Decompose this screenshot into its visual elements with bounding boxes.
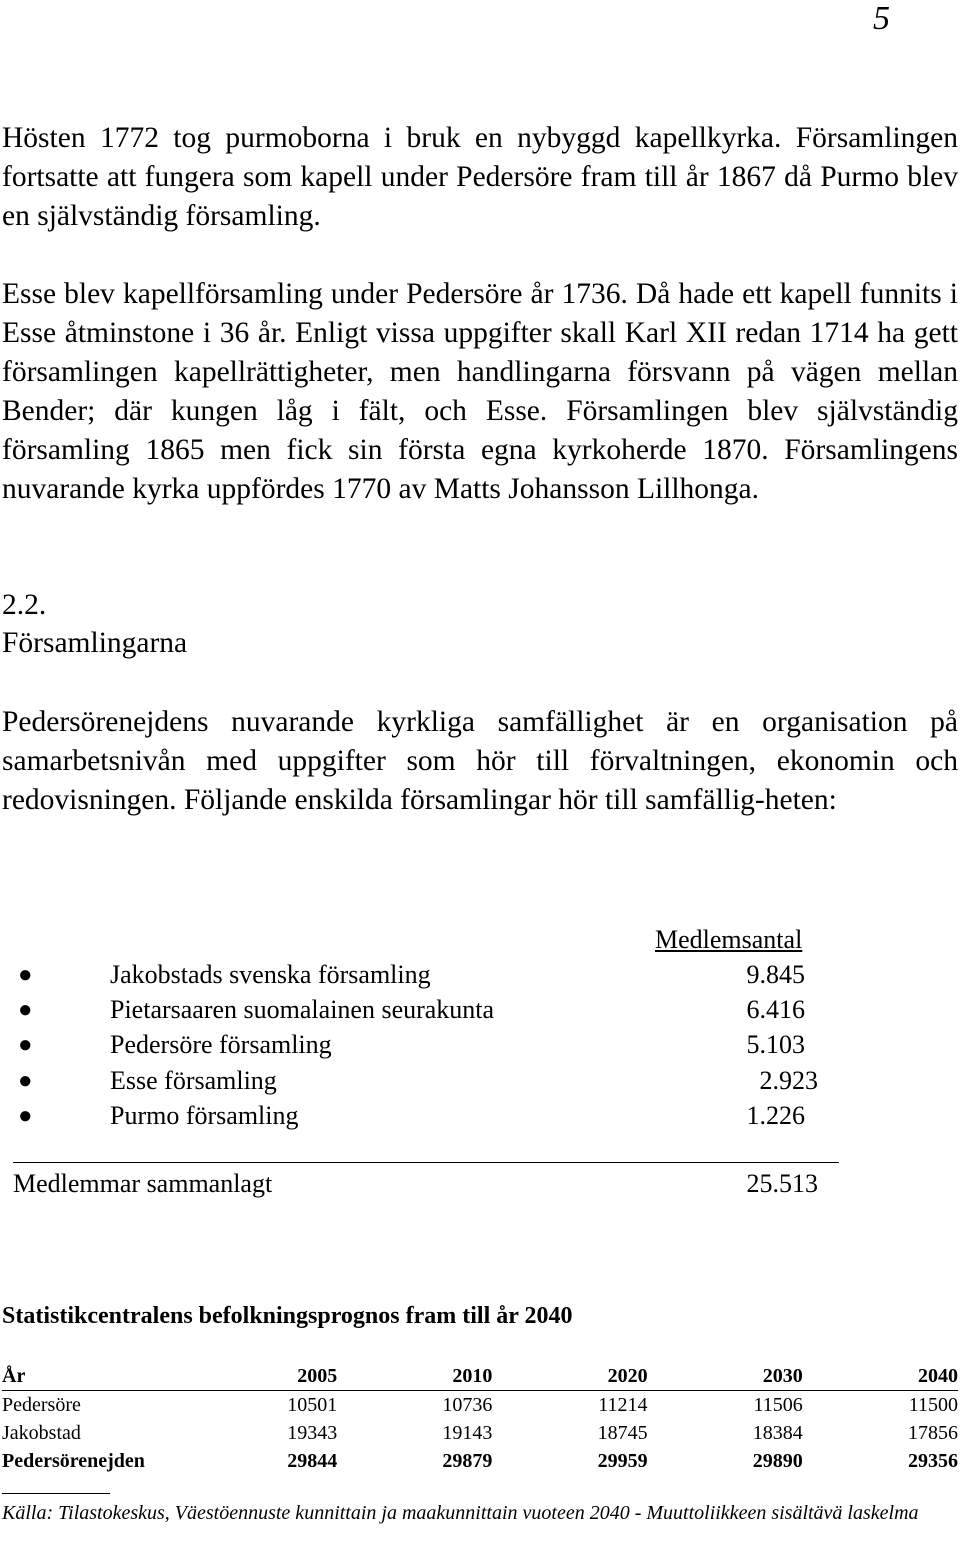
table-cell: Jakobstad: [2, 1422, 81, 1444]
bullet-icon: ●: [18, 997, 33, 1023]
parish-name: Pietarsaaren suomalainen seurakunta: [110, 995, 495, 1024]
bullet-icon: ●: [18, 1068, 33, 1094]
member-count: 1.226: [746, 1101, 805, 1130]
parish-name: Jakobstads svenska församling: [110, 960, 431, 989]
paragraph-purmo: Hösten 1772 tog purmoborna i bruk en nybyggd kapellkyrka. Församlingen fortsatte att fungera som kapell under Pedersöre fram till år 1867 då Purmo blev en självständig församling.: [2, 122, 958, 232]
column-header: 2010: [452, 1365, 493, 1387]
member-count: 2.923: [759, 1066, 818, 1095]
parish-name: Esse församling: [110, 1066, 277, 1095]
column-header: 2005: [297, 1365, 338, 1387]
member-count: 9.845: [746, 960, 805, 989]
table-cell: 17856: [908, 1422, 958, 1444]
table-cell: 29356: [908, 1450, 958, 1472]
population-forecast-table: [2, 1362, 958, 1475]
list-item: [0, 993, 960, 1027]
table-cell: Pedersörenejden: [2, 1450, 145, 1472]
page-number: 5: [873, 0, 890, 37]
table-cell: 19143: [442, 1422, 493, 1444]
table-cell: 29959: [597, 1450, 648, 1472]
table-cell: Pedersöre: [2, 1394, 81, 1416]
member-count: 6.416: [746, 995, 805, 1024]
list-item: [0, 1064, 960, 1098]
column-header: 2020: [607, 1365, 648, 1387]
section-title: Församlingarna: [2, 627, 188, 659]
paragraph-samfallighet: Pedersörenejdens nuvarande kyrkliga samfällighet är en organisation på samarbetsnivån med uppgifter som hör till förvaltningen, ekonomin och redovisningen. Följande enskilda församlingar hör till samfällig-heten:: [2, 706, 958, 816]
list-item: [0, 1028, 960, 1062]
table-cell: 11500: [908, 1394, 958, 1416]
list-item: [0, 1099, 960, 1133]
table-cell: 29844: [287, 1450, 338, 1472]
table-cell: 18384: [752, 1422, 803, 1444]
table-header-row: [2, 1362, 958, 1391]
table-cell: 18745: [597, 1422, 648, 1444]
bullet-icon: ●: [18, 962, 33, 988]
footnote-divider: [2, 1493, 110, 1494]
bullet-icon: ●: [18, 1032, 33, 1058]
paragraph-esse: Esse blev kapellförsamling under Pedersöre år 1736. Då hade ett kapell funnits i Esse åtminstone i 36 år. Enligt vissa uppgifter skall Karl XII redan 1714 ha gett församlingen kapellrättigheter, men handlingarna försvann på vägen mellan Bender; där kungen låg i fält, och Esse. Församlingen blev självständig församling 1865 men fick sin första egna kyrkoherde 1870. Församlingens nuvarande kyrka uppfördes 1770 av Matts Johansson Lillhonga.: [2, 278, 958, 505]
total-label: Medlemmar sammanlagt: [13, 1169, 273, 1198]
footnote: Källa: Tilastokeskus, Väestöennuste kunnittain ja maakunnittain vuoteen 2040 - Muuttoliikkeen sisältävä laskelma: [2, 1502, 919, 1524]
column-header: 2040: [918, 1365, 958, 1387]
bullet-icon: ●: [18, 1103, 33, 1129]
parish-name: Purmo församling: [110, 1101, 299, 1130]
member-count: 5.103: [746, 1030, 805, 1059]
table-cell: 29879: [442, 1450, 493, 1472]
members-header: Medlemsantal: [655, 925, 803, 954]
table-cell: 29890: [752, 1450, 803, 1472]
table-cell: 11214: [598, 1394, 648, 1416]
table-row: [2, 1419, 958, 1447]
table-row-total: [2, 1447, 958, 1475]
table-cell: 19343: [287, 1422, 338, 1444]
table-cell: 10501: [287, 1394, 338, 1416]
column-header: 2030: [762, 1365, 803, 1387]
column-header: År: [2, 1365, 26, 1387]
table-cell: 11506: [753, 1394, 803, 1416]
parish-name: Pedersöre församling: [110, 1030, 332, 1059]
total-divider: [13, 1162, 839, 1163]
total-value: 25.513: [746, 1169, 818, 1198]
stats-title: Statistikcentralens befolkningsprognos fram till år 2040: [2, 1303, 573, 1329]
list-item: [0, 958, 960, 992]
section-number: 2.2.: [2, 589, 47, 621]
table-cell: 10736: [442, 1394, 493, 1416]
table-row: [2, 1391, 958, 1420]
